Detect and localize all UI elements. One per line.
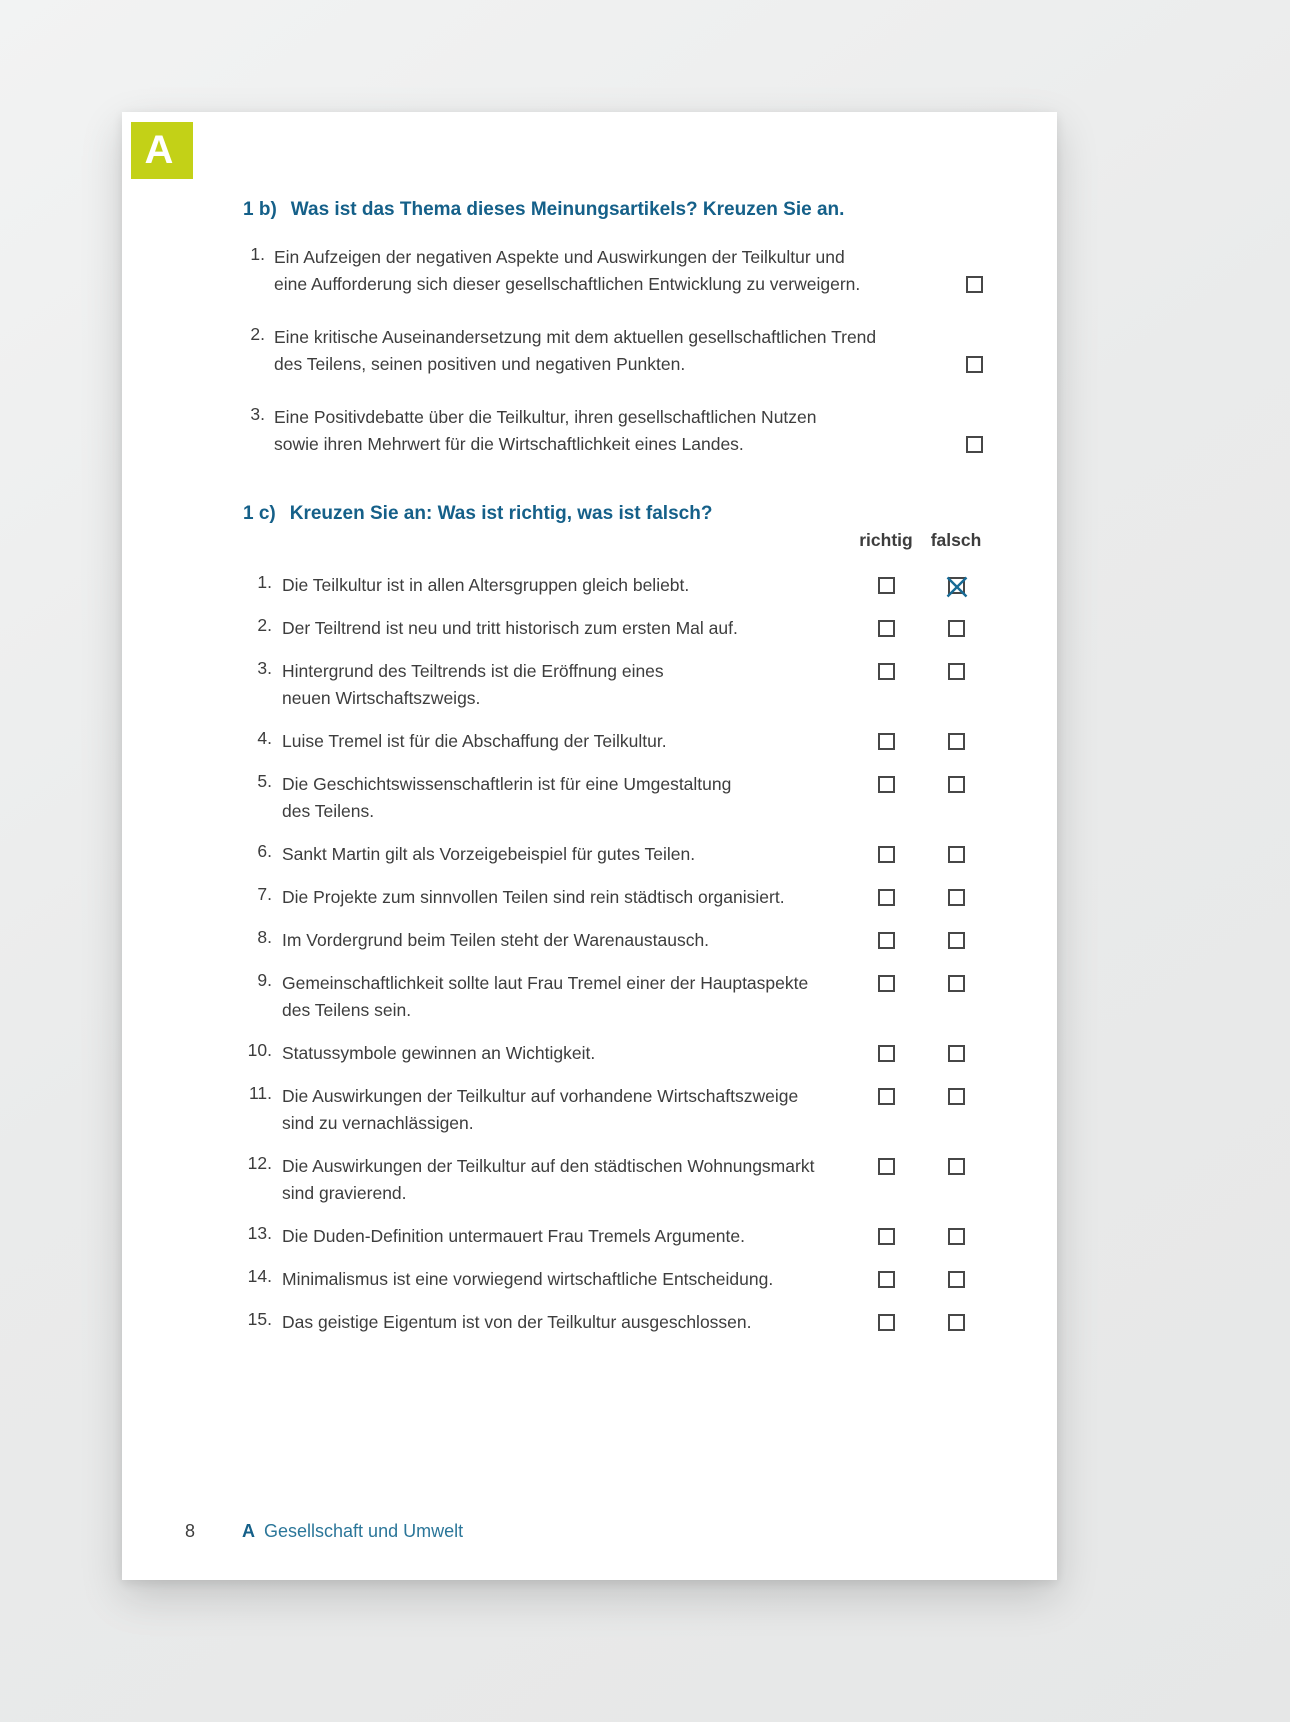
checkbox-richtig[interactable] [878,663,895,680]
statement-row [243,728,1057,755]
falsch-checkbox-column [921,970,991,1024]
falsch-checkbox-column [921,572,991,599]
item-number: 6. [257,841,272,861]
statement-row [243,841,1057,868]
richtig-checkbox-column [851,1266,921,1293]
section-1c-title: Kreuzen Sie an: Was ist richtig, was ist falsch? [289,503,713,524]
item-text [282,1153,851,1207]
item-text-line: neuen Wirtschaftszweigs. [282,688,481,708]
item-number: 7. [257,884,272,904]
item-text [282,728,851,755]
item-number: 10. [247,1040,272,1060]
item-text-line: Hintergrund des Teiltrends ist die Eröffnung eines [282,661,664,681]
checkbox-falsch[interactable] [948,1045,965,1062]
answer-column-headers [243,527,1057,554]
statement-row [243,1153,1057,1207]
falsch-checkbox-column [921,841,991,868]
section-1c-number: 1 c) [243,503,276,524]
item-number: 1. [257,572,272,592]
item-text-line: Die Duden-Definition untermauert Frau Tremels Argumente. [282,1226,745,1246]
item-text-line: des Teilens sein. [282,1000,412,1020]
answer-checkbox[interactable] [966,436,983,453]
item-text [282,1083,851,1137]
richtig-checkbox-column [851,841,921,868]
item-text-line: Die Teilkultur ist in allen Altersgruppen gleich beliebt. [282,575,690,595]
statement-row [243,1266,1057,1293]
item-number: 11. [248,1083,272,1103]
checkbox-richtig[interactable] [878,846,895,863]
checkbox-richtig[interactable] [878,577,895,594]
answer-checkbox[interactable] [966,276,983,293]
falsch-checkbox-column [921,615,991,642]
checkbox-richtig[interactable] [878,776,895,793]
falsch-checkbox-column [921,927,991,954]
section-1b-heading [243,196,1057,223]
checkbox-richtig[interactable] [878,932,895,949]
item-text [282,1266,851,1293]
falsch-checkbox-column [921,658,991,712]
checkbox-falsch[interactable] [948,1158,965,1175]
item-text [282,927,851,954]
item-text-line: Eine kritische Auseinandersetzung mit dem aktuellen gesellschaftlichen Trend [274,327,877,347]
answer-checkbox[interactable] [966,356,983,373]
statement-row [243,884,1057,911]
richtig-checkbox-column [851,1309,921,1336]
falsch-checkbox-column [921,771,991,825]
item-text-line: Das geistige Eigentum ist von der Teilkultur ausgeschlossen. [282,1312,752,1332]
section-1c-items [243,572,1057,1336]
falsch-checkbox-column [921,1309,991,1336]
item-number: 9. [257,970,272,990]
item-text-line: Gemeinschaftlichkeit sollte laut Frau Tremel einer der Hauptaspekte [282,973,809,993]
item-text-line: des Teilens. [282,801,375,821]
section-1b-items [243,244,1057,458]
page-content [122,112,1057,1336]
richtig-checkbox-column [851,970,921,1024]
item-number: 12. [247,1153,272,1173]
item-text-line: Im Vordergrund beim Teilen steht der Warenaustausch. [282,930,710,950]
item-text-line: eine Aufforderung sich dieser gesellschaftlichen Entwicklung zu verweigern. [274,274,861,294]
richtig-checkbox-column [851,1153,921,1207]
falsch-checkbox-column [921,1040,991,1067]
item-text-line: Ein Aufzeigen der negativen Aspekte und Auswirkungen der Teilkultur und [274,247,845,267]
falsch-checkbox-column [921,884,991,911]
item-text [282,884,851,911]
item-text-line: Statussymbole gewinnen an Wichtigkeit. [282,1043,596,1063]
falsch-checkbox-column [921,1266,991,1293]
checkbox-falsch[interactable] [948,776,965,793]
checkbox-falsch[interactable] [948,889,965,906]
item-text-line: Der Teiltrend ist neu und tritt historisch zum ersten Mal auf. [282,618,738,638]
checkbox-falsch[interactable] [948,1271,965,1288]
statement-row [243,615,1057,642]
checkbox-falsch[interactable] [948,577,965,594]
section-1b-title: Was ist das Thema dieses Meinungsartikels? Kreuzen Sie an. [290,199,845,220]
item-number: 2. [257,615,272,635]
item-text-line: Die Auswirkungen der Teilkultur auf vorhandene Wirtschaftszweige [282,1086,799,1106]
checkbox-falsch[interactable] [948,1088,965,1105]
statement-row [243,658,1057,712]
item-number: 3. [250,404,265,424]
statement-item [243,244,1057,298]
richtig-checkbox-column [851,615,921,642]
falsch-checkbox-column [921,1153,991,1207]
checkbox-falsch[interactable] [948,1314,965,1331]
item-text [282,841,851,868]
item-text-line: sowie ihren Mehrwert für die Wirtschaftlichkeit eines Landes. [274,434,744,454]
item-text [282,1309,851,1336]
checkbox-richtig[interactable] [878,1228,895,1245]
page-footer [185,1518,463,1544]
item-number: 3. [257,658,272,678]
statement-item [243,324,1057,378]
statement-row [243,1040,1057,1067]
richtig-checkbox-column [851,927,921,954]
column-header-falsch: falsch [930,530,982,550]
chapter-letter: A [242,1521,256,1541]
item-text [282,1223,851,1250]
checkbox-column [939,404,1009,458]
checkbox-column [939,324,1009,378]
statement-row [243,970,1057,1024]
item-text-line: Die Auswirkungen der Teilkultur auf den städtischen Wohnungsmarkt [282,1156,815,1176]
richtig-checkbox-column [851,884,921,911]
item-text-line: Luise Tremel ist für die Abschaffung der Teilkultur. [282,731,667,751]
richtig-checkbox-column [851,572,921,599]
section-1b-number: 1 b) [243,199,277,220]
item-text [282,572,851,599]
richtig-checkbox-column [851,728,921,755]
checkbox-falsch[interactable] [948,975,965,992]
statement-row [243,927,1057,954]
item-text [282,771,851,825]
statement-row [243,771,1057,825]
item-number: 13. [247,1223,272,1243]
x-mark-icon [946,576,968,598]
item-number: 5. [257,771,272,791]
checkbox-falsch[interactable] [948,620,965,637]
chapter-tab [131,122,193,179]
checkbox-richtig[interactable] [878,1045,895,1062]
item-number: 2. [250,324,265,344]
checkbox-richtig[interactable] [878,1314,895,1331]
chapter-reference [242,1518,463,1544]
checkbox-richtig[interactable] [878,975,895,992]
section-1c-heading [243,500,1057,527]
item-text [282,1040,851,1067]
checkbox-richtig[interactable] [878,1271,895,1288]
statement-row [243,1223,1057,1250]
item-text-line: Die Geschichtswissenschaftlerin ist für eine Umgestaltung [282,774,732,794]
item-text [282,615,851,642]
column-header-richtig: richtig [859,530,913,550]
item-text [274,324,939,378]
chapter-tab-letter: A [144,127,174,172]
checkbox-falsch[interactable] [948,663,965,680]
falsch-checkbox-column [921,1083,991,1137]
richtig-checkbox-column [851,658,921,712]
statement-row [243,1309,1057,1336]
item-number: 1. [250,244,265,264]
item-text-line: des Teilens, seinen positiven und negativen Punkten. [274,354,686,374]
item-text [274,244,939,298]
statement-item [243,404,1057,458]
falsch-checkbox-column [921,728,991,755]
richtig-checkbox-column [851,1040,921,1067]
item-text-line: Eine Positivdebatte über die Teilkultur, ihren gesellschaftlichen Nutzen [274,407,817,427]
item-text-line: sind zu vernachlässigen. [282,1113,474,1133]
chapter-title: Gesellschaft und Umwelt [264,1521,464,1541]
checkbox-richtig[interactable] [878,733,895,750]
item-number: 14. [247,1266,272,1286]
checkbox-richtig[interactable] [878,1088,895,1105]
checkbox-richtig[interactable] [878,889,895,906]
richtig-checkbox-column [851,1083,921,1137]
item-number: 8. [257,927,272,947]
item-text [282,970,851,1024]
item-text-line: Minimalismus ist eine vorwiegend wirtschaftliche Entscheidung. [282,1269,774,1289]
richtig-checkbox-column [851,771,921,825]
checkbox-falsch[interactable] [948,1228,965,1245]
checkbox-falsch[interactable] [948,846,965,863]
item-text-line: sind gravierend. [282,1183,407,1203]
workbook-page [122,112,1057,1580]
item-text-line: Sankt Martin gilt als Vorzeigebeispiel für gutes Teilen. [282,844,696,864]
falsch-checkbox-column [921,1223,991,1250]
checkbox-richtig[interactable] [878,620,895,637]
richtig-checkbox-column [851,1223,921,1250]
item-number: 15. [247,1309,272,1329]
statement-row [243,572,1057,599]
item-text-line: Die Projekte zum sinnvollen Teilen sind rein städtisch organisiert. [282,887,785,907]
checkbox-falsch[interactable] [948,733,965,750]
statement-row [243,1083,1057,1137]
checkbox-column [939,244,1009,298]
page-number: 8 [185,1521,196,1541]
item-text [282,658,851,712]
item-number: 4. [257,728,272,748]
checkbox-falsch[interactable] [948,932,965,949]
checkbox-richtig[interactable] [878,1158,895,1175]
item-text [274,404,939,458]
